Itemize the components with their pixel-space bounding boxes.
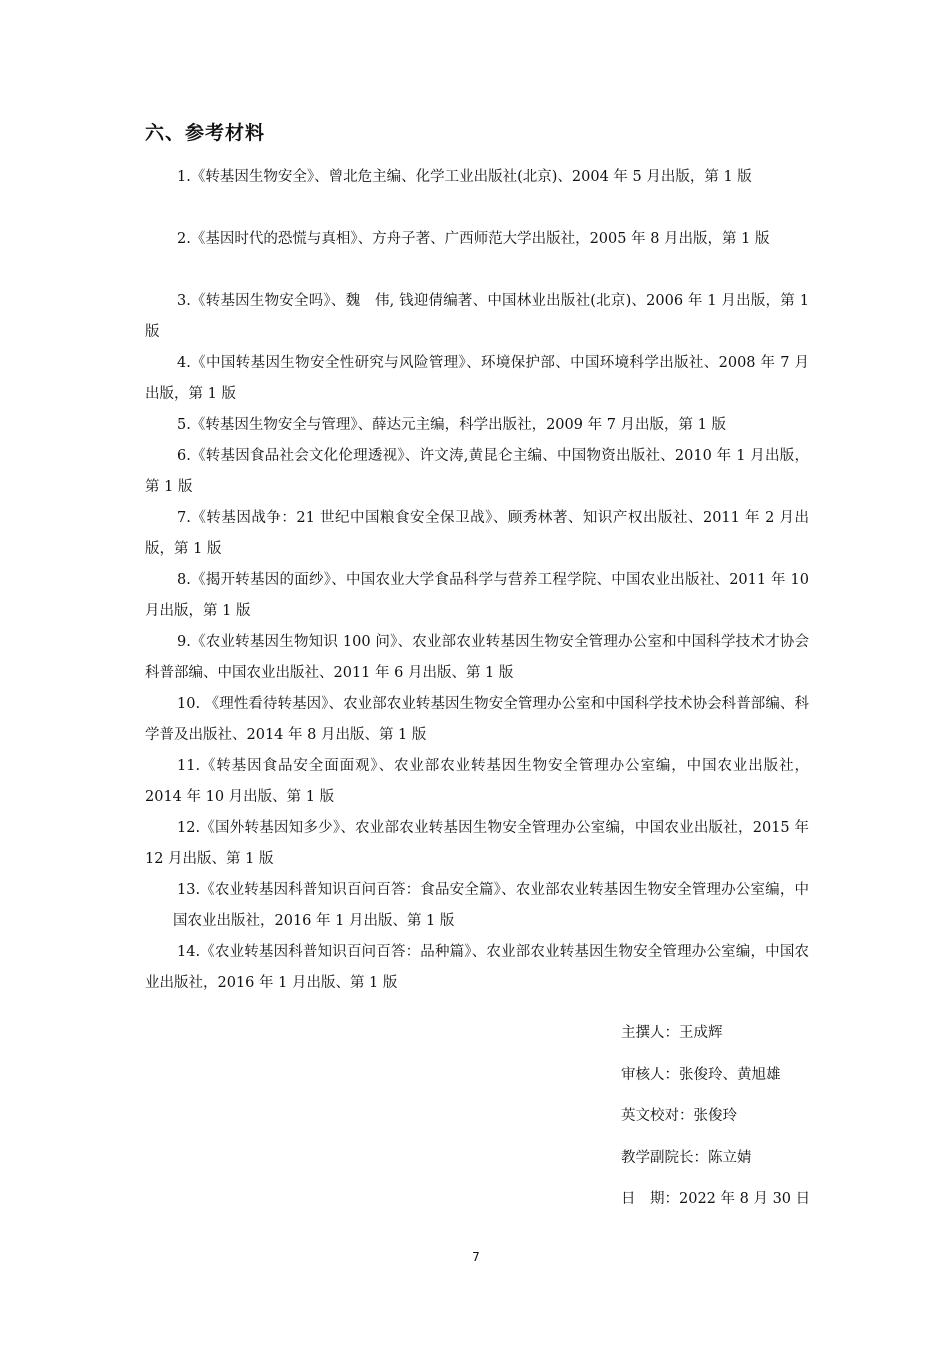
reference-item: 12.《国外转基因知多少》、农业部农业转基因生物安全管理办公室编，中国农业出版社，2015 年 12 月出版、第 1 版 (145, 820, 809, 867)
english-proofreader-line: 英文校对：张俊玲 (621, 1108, 737, 1124)
author-line: 主撰人：王成辉 (621, 1025, 723, 1041)
reference-item: 6.《转基因食品社会文化伦理透视》、许文涛,黄昆仑主编、中国物资出版社、2010 年 1 月出版，第 1 版 (145, 448, 809, 495)
reference-item: 11.《转基因食品安全面面观》、农业部农业转基因生物安全管理办公室编，中国农业出版社，2014 年 10 月出版、第 1 版 (145, 758, 809, 805)
reference-item: 5.《转基因生物安全与管理》、薛达元主编，科学出版社，2009 年 7 月出版，第 1 版 (177, 417, 726, 433)
reference-item: 9.《农业转基因生物知识 100 问》、农业部农业转基因生物安全管理办公室和中国科学技术才协会科普部编、中国农业出版社、2011 年 6 月出版、第 1 版 (145, 634, 809, 681)
section-title: 六、参考材料 (145, 122, 266, 144)
reference-item: 10. 《理性看待转基因》、农业部农业转基因生物安全管理办公室和中国科学技术协会科普部编、科学普及出版社、2014 年 8 月出版、第 1 版 (145, 696, 809, 743)
reviewer-line: 审核人：张俊玲、黄旭雄 (621, 1066, 781, 1083)
reference-item: 14.《农业转基因科普知识百问百答：品种篇》、农业部农业转基因生物安全管理办公室编，中国农业出版社，2016 年 1 月出版、第 1 版 (145, 944, 809, 991)
page-number: 7 (472, 1250, 480, 1264)
date-line: 日 期：2022 年 8 月 30 日 (621, 1191, 811, 1207)
reference-item: 7.《转基因战争：21 世纪中国粮食安全保卫战》、顾秀林著、知识产权出版社、2011 年 2 月出版，第 1 版 (145, 510, 809, 557)
reference-item: 2.《基因时代的恐慌与真相》、方舟子著、广西师范大学出版社，2005 年 8 月出版，第 1 版 (177, 231, 770, 247)
vice-dean-line: 教学副院长：陈立婧 (621, 1149, 752, 1166)
reference-item: 13.《农业转基因科普知识百问百答：食品安全篇》、农业部农业转基因生物安全管理办公室编，中国农业出版社，2016 年 1 月出版、第 1 版 (173, 882, 809, 929)
reference-item: 4.《中国转基因生物安全性研究与风险管理》、环境保护部、中国环境科学出版社、2008 年 7 月出版，第 1 版 (145, 355, 809, 402)
reference-item: 8.《揭开转基因的面纱》、中国农业大学食品科学与营养工程学院、中国农业出版社、2011 年 10 月出版，第 1 版 (145, 572, 809, 619)
reference-list (145, 162, 809, 999)
reference-item: 1.《转基因生物安全》、曾北危主编、化学工业出版社(北京)、2004 年 5 月出版，第 1 版 (177, 169, 752, 185)
signature-block (621, 1018, 810, 1226)
reference-item: 3.《转基因生物安全吗》、魏 伟, 钱迎倩编著、中国林业出版社(北京)、2006 年 1 月出版，第 1 版 (145, 293, 809, 340)
